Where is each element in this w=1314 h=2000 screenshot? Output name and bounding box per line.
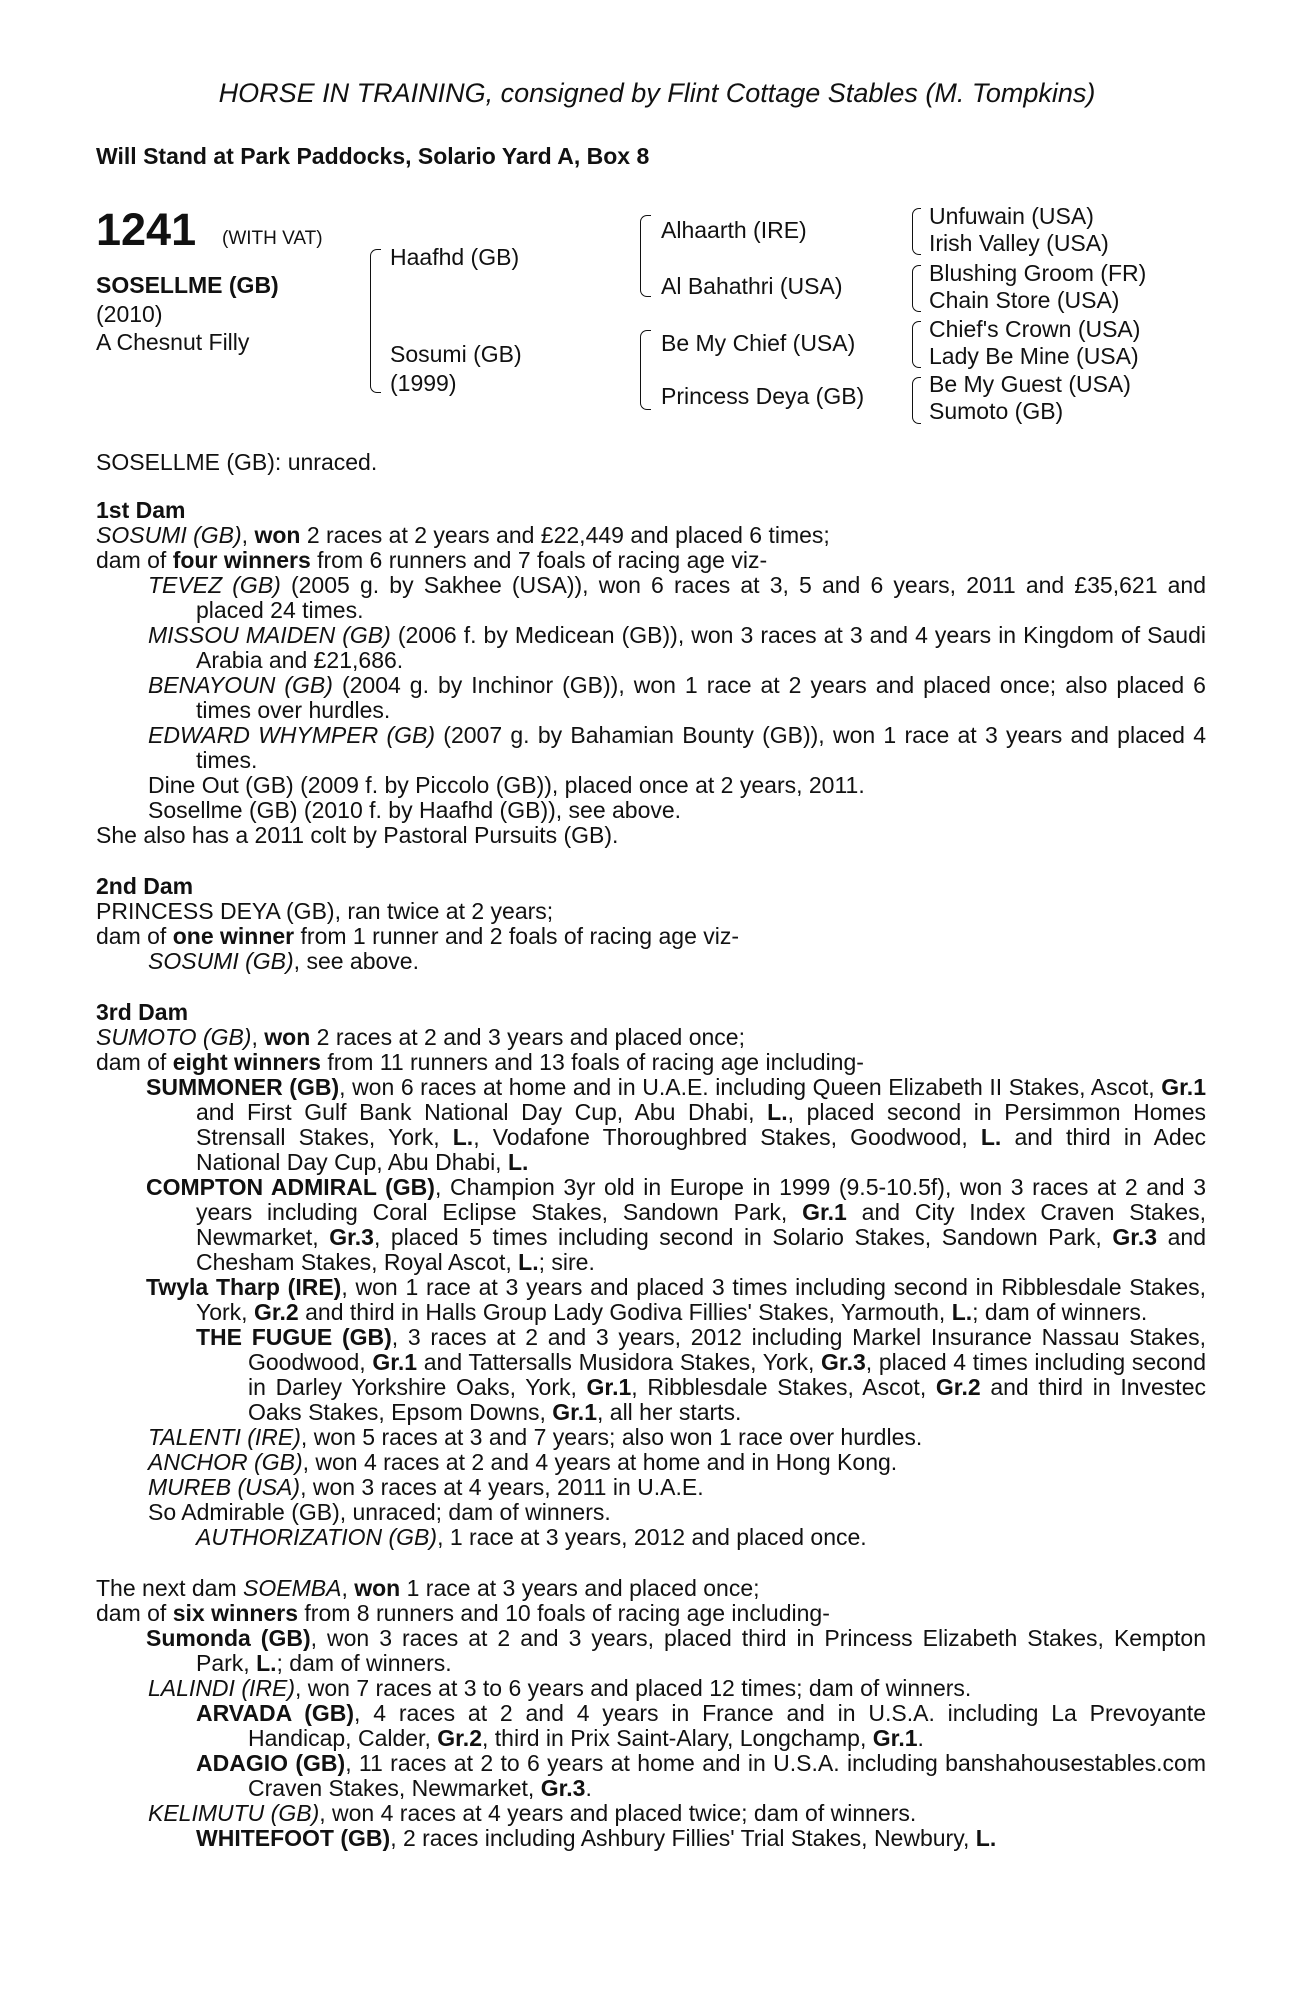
grade-label: L. <box>518 1249 539 1275</box>
pedigree-dam-dam: Princess Deya (GB) <box>661 383 865 409</box>
text: 2 races at 2 and 3 years and placed once; <box>310 1024 745 1050</box>
stand-location: Will Stand at Park Paddocks, Solario Yard A, Box 8 <box>96 143 650 169</box>
text: , won 1 race at 3 years and placed 3 times including second in Ribblesdale Stakes, York, <box>196 1274 1206 1325</box>
progeny-entry <box>96 1801 1206 1826</box>
progeny-entry <box>96 1475 1206 1500</box>
pedigree-g6: Lady Be Mine (USA) <box>929 343 1139 369</box>
text: 1 race at 3 years and placed once; <box>400 1575 760 1601</box>
horse-name: SOSELLME (GB) <box>96 272 279 298</box>
text: and First Gulf Bank National Day Cup, Abu Dhabi, <box>196 1099 768 1125</box>
pedigree-brace <box>912 321 921 368</box>
pedigree-brace <box>912 265 921 312</box>
text: , 11 races at 2 to 6 years at home and in U.S.A. including banshahousestables.com Craven Stakes, Newmarket, <box>248 1750 1206 1801</box>
text: and third in Investec Oaks Stakes, Epsom Downs, <box>248 1374 1206 1425</box>
text: , all her starts. <box>597 1399 742 1425</box>
pedigree-g2: Irish Valley (USA) <box>929 230 1109 256</box>
text: dam of <box>96 1600 173 1626</box>
text: , 4 races at 2 and 4 years in France and in U.S.A. including La Prevoyante Handicap, Calder, <box>248 1700 1206 1751</box>
text: , placed 5 times including second in Solario Stakes, Sandown Park, <box>373 1224 1113 1250</box>
text: , won 4 races at 4 years and placed twice; dam of winners. <box>319 1800 917 1826</box>
text: , 1 race at 3 years, 2012 and placed once. <box>437 1524 867 1550</box>
text: from 1 runner and 2 foals of racing age viz- <box>294 923 740 949</box>
grade-label: Gr.3 <box>821 1349 866 1375</box>
grade-label: L. <box>452 1124 474 1150</box>
dam4-line1 <box>96 1576 1206 1601</box>
section-heading-2nd-dam: 2nd Dam <box>96 873 194 899</box>
text-bold: won <box>264 1024 311 1050</box>
progeny-name: MUREB (USA) <box>148 1474 301 1500</box>
dam1-line2 <box>96 548 1206 573</box>
grade-label: L. <box>980 1124 1002 1150</box>
text: . <box>585 1775 592 1801</box>
page-title: HORSE IN TRAINING, consigned by Flint Cottage Stables (M. Tompkins) <box>218 78 1096 108</box>
progeny-entry <box>96 723 1206 773</box>
progeny-entry <box>96 1325 1206 1425</box>
text-bold: eight winners <box>172 1049 321 1075</box>
text: dam of <box>96 1049 173 1075</box>
text: , won 7 races at 3 to 6 years and placed 12 times; dam of winners. <box>294 1675 972 1701</box>
dam2-line2 <box>96 924 1206 949</box>
progeny-entry <box>96 673 1206 723</box>
pedigree-brace <box>370 249 381 393</box>
dam-name: SOEMBA <box>243 1575 342 1601</box>
text: from 6 runners and 7 foals of racing age viz- <box>310 547 768 573</box>
text: from 11 runners and 13 foals of racing age including- <box>320 1049 864 1075</box>
progeny-entry <box>96 1826 1206 1851</box>
text: and third in Adec National Day Cup, Abu Dhabi, <box>196 1124 1206 1175</box>
progeny-entry <box>96 1450 1206 1475</box>
text: from 8 runners and 10 foals of racing age including- <box>298 1600 830 1626</box>
progeny-name: WHITEFOOT (GB) <box>196 1825 391 1851</box>
text: ; sire. <box>538 1249 595 1275</box>
progeny-entry <box>96 1676 1206 1701</box>
spacer <box>96 974 1206 1000</box>
grade-label: Gr.3 <box>1112 1224 1158 1250</box>
grade-label: Gr.2 <box>253 1299 299 1325</box>
progeny-entry: Dine Out (GB) (2009 f. by Piccolo (GB)), placed once at 2 years, 2011. <box>148 772 865 798</box>
progeny-name: TALENTI (IRE) <box>148 1424 301 1450</box>
grade-label: L. <box>975 1825 997 1851</box>
progeny-name: Twyla Tharp (IRE) <box>146 1274 342 1300</box>
progeny-entry <box>96 1626 1206 1676</box>
section-heading-1st-dam: 1st Dam <box>96 497 186 523</box>
progeny-name: COMPTON ADMIRAL (GB) <box>146 1174 435 1200</box>
dam-name: SUMOTO (GB) <box>96 1024 252 1050</box>
progeny-entry <box>96 1075 1206 1175</box>
progeny-entry <box>96 1701 1206 1751</box>
pedigree-dam-year: (1999) <box>390 370 457 396</box>
text: dam of <box>96 923 173 949</box>
pedigree-brace <box>640 215 651 297</box>
progeny-name: MISSOU MAIDEN (GB) <box>148 622 391 648</box>
grade-label: Gr.1 <box>552 1399 597 1425</box>
text: and Tattersalls Musidora Stakes, York, <box>417 1349 822 1375</box>
progeny-entry <box>96 573 1206 623</box>
text: , Vodafone Thoroughbred Stakes, Goodwood, <box>473 1124 981 1150</box>
pedigree-g3: Blushing Groom (FR) <box>929 260 1147 286</box>
text: ; dam of winners. <box>276 1650 452 1676</box>
pedigree-g8: Sumoto (GB) <box>929 398 1064 424</box>
grade-label: Gr.1 <box>802 1199 847 1225</box>
progeny-name: BENAYOUN (GB) <box>148 672 333 698</box>
grade-label: Gr.1 <box>872 1725 918 1751</box>
text: , <box>341 1575 355 1601</box>
progeny-name: TEVEZ (GB) <box>148 572 281 598</box>
grade-label: Gr.3 <box>329 1224 374 1250</box>
progeny-name: LALINDI (IRE) <box>148 1675 295 1701</box>
progeny-entry: So Admirable (GB), unraced; dam of winners. <box>148 1499 611 1525</box>
progeny-name: SOSUMI (GB) <box>148 948 294 974</box>
grade-label: L. <box>767 1099 788 1125</box>
grade-label: L. <box>951 1299 973 1325</box>
text: , <box>251 1024 265 1050</box>
text: (2004 g. by Inchinor (GB)), won 1 race at 2 years and placed once; also placed 6 times over hurdles. <box>196 672 1206 723</box>
progeny-name: EDWARD WHYMPER (GB) <box>148 722 436 748</box>
text: (2005 g. by Sakhee (USA)), won 6 races at 3, 5 and 6 years, 2011 and £35,621 and placed 24 times. <box>196 572 1207 623</box>
progeny-entry <box>96 1425 1206 1450</box>
text: ; dam of winners. <box>972 1299 1148 1325</box>
pedigree-g5: Chief's Crown (USA) <box>929 316 1141 342</box>
text: and Chesham Stakes, Royal Ascot, <box>196 1224 1206 1275</box>
text: and third in Halls Group Lady Godiva Fillies' Stakes, Yarmouth, <box>298 1299 952 1325</box>
text: , Ribblesdale Stakes, Ascot, <box>631 1374 936 1400</box>
grade-label: Gr.1 <box>586 1374 632 1400</box>
spacer <box>96 1550 1206 1576</box>
lot-number: 1241 <box>96 204 197 255</box>
grade-label: Gr.2 <box>437 1725 482 1751</box>
text: 2 races at 2 years and £22,449 and placed 6 times; <box>300 522 830 548</box>
grade-label: Gr.3 <box>540 1775 586 1801</box>
grade-label: L. <box>507 1149 529 1175</box>
vat-label: (WITH VAT) <box>222 228 323 249</box>
text: , 3 races at 2 and 3 years, 2012 including Markel Insurance Nassau Stakes, Goodwood, <box>248 1324 1206 1375</box>
text: dam of <box>96 547 173 573</box>
pedigree-dam-sire: Be My Chief (USA) <box>661 330 856 356</box>
pedigree-sire-dam: Al Bahathri (USA) <box>661 273 843 299</box>
family-details <box>96 498 1206 1851</box>
dam-name: SOSUMI (GB) <box>96 522 242 548</box>
text: , won 3 races at 4 years, 2011 in U.A.E. <box>300 1474 704 1500</box>
text: , 2 races including Ashbury Fillies' Trial Stakes, Newbury, <box>390 1825 976 1851</box>
pedigree-g4: Chain Store (USA) <box>929 287 1120 313</box>
text: , won 5 races at 3 and 7 years; also won 1 race over hurdles. <box>300 1424 923 1450</box>
progeny-name: AUTHORIZATION (GB) <box>196 1524 438 1550</box>
progeny-name: ANCHOR (GB) <box>148 1449 303 1475</box>
text: , third in Prix Saint-Alary, Longchamp, <box>482 1725 873 1751</box>
pedigree-sire: Haafhd (GB) <box>390 244 520 270</box>
text: (2006 f. by Medicean (GB)), won 3 races at 3 and 4 years in Kingdom of Saudi Arabia and £21,686. <box>196 622 1206 673</box>
text: , see above. <box>293 948 419 974</box>
dam3-line2 <box>96 1050 1206 1075</box>
grade-label: Gr.2 <box>935 1374 981 1400</box>
progeny-name: Sumonda (GB) <box>146 1625 311 1651</box>
progeny-entry <box>96 1175 1206 1275</box>
dam1-note: She also has a 2011 colt by Pastoral Pursuits (GB). <box>96 822 619 848</box>
grade-label: Gr.1 <box>1161 1074 1206 1100</box>
dam4-line2 <box>96 1601 1206 1626</box>
horse-year: (2010) <box>96 301 163 327</box>
text: , Champion 3yr old in Europe in 1999 (9.5-10.5f), won 3 races at 2 and 3 years including Coral Eclipse Stakes, Sandown Park, <box>196 1174 1206 1225</box>
dam2-line1: PRINCESS DEYA (GB), ran twice at 2 years; <box>96 898 554 924</box>
progeny-entry <box>96 949 1206 974</box>
progeny-entry <box>96 1525 1206 1550</box>
grade-label: L. <box>256 1650 277 1676</box>
text: , <box>241 522 255 548</box>
text-bold: six winners <box>172 1600 298 1626</box>
text-bold: one winner <box>172 923 295 949</box>
text: . <box>917 1725 924 1751</box>
dam3-line1 <box>96 1025 1206 1050</box>
spacer <box>96 848 1206 874</box>
text: , won 6 races at home and in U.A.E. including Queen Elizabeth II Stakes, Ascot, <box>339 1074 1162 1100</box>
progeny-entry <box>96 1751 1206 1801</box>
dam1-line1 <box>96 523 1206 548</box>
text: (2007 g. by Bahamian Bounty (GB)), won 1 race at 3 years and placed 4 times. <box>196 722 1207 773</box>
pedigree-brace <box>640 330 651 410</box>
text: The next dam <box>96 1575 244 1601</box>
pedigree-g7: Be My Guest (USA) <box>929 371 1131 397</box>
text-bold: won <box>354 1575 401 1601</box>
progeny-entry: Sosellme (GB) (2010 f. by Haafhd (GB)), see above. <box>148 797 682 823</box>
progeny-name: THE FUGUE (GB) <box>196 1324 392 1350</box>
pedigree-brace <box>912 208 921 255</box>
progeny-entry <box>96 1275 1206 1325</box>
text: and City Index Craven Stakes, Newmarket, <box>196 1199 1206 1250</box>
text-bold: won <box>254 522 301 548</box>
text-bold: four winners <box>172 547 311 573</box>
text: , placed second in Persimmon Homes Strensall Stakes, York, <box>196 1099 1206 1150</box>
section-heading-3rd-dam: 3rd Dam <box>96 999 189 1025</box>
grade-label: Gr.1 <box>372 1349 418 1375</box>
progeny-name: KELIMUTU (GB) <box>148 1800 320 1826</box>
pedigree-dam: Sosumi (GB) <box>390 341 522 367</box>
pedigree-sire-sire: Alhaarth (IRE) <box>661 217 807 243</box>
pedigree-brace <box>912 377 921 424</box>
horse-description: A Chesnut Filly <box>96 329 250 355</box>
text: , placed 4 times including second in Darley Yorkshire Oaks, York, <box>248 1349 1206 1400</box>
progeny-entry <box>96 623 1206 673</box>
race-summary: SOSELLME (GB): unraced. <box>96 449 378 475</box>
progeny-name: SUMMONER (GB) <box>146 1074 340 1100</box>
text: , won 4 races at 2 and 4 years at home and in Hong Kong. <box>302 1449 898 1475</box>
progeny-name: ARVADA (GB) <box>196 1700 355 1726</box>
text: , won 3 races at 2 and 3 years, placed third in Princess Elizabeth Stakes, Kempton Park, <box>196 1625 1206 1676</box>
progeny-name: ADAGIO (GB) <box>196 1750 346 1776</box>
pedigree-g1: Unfuwain (USA) <box>929 203 1094 229</box>
